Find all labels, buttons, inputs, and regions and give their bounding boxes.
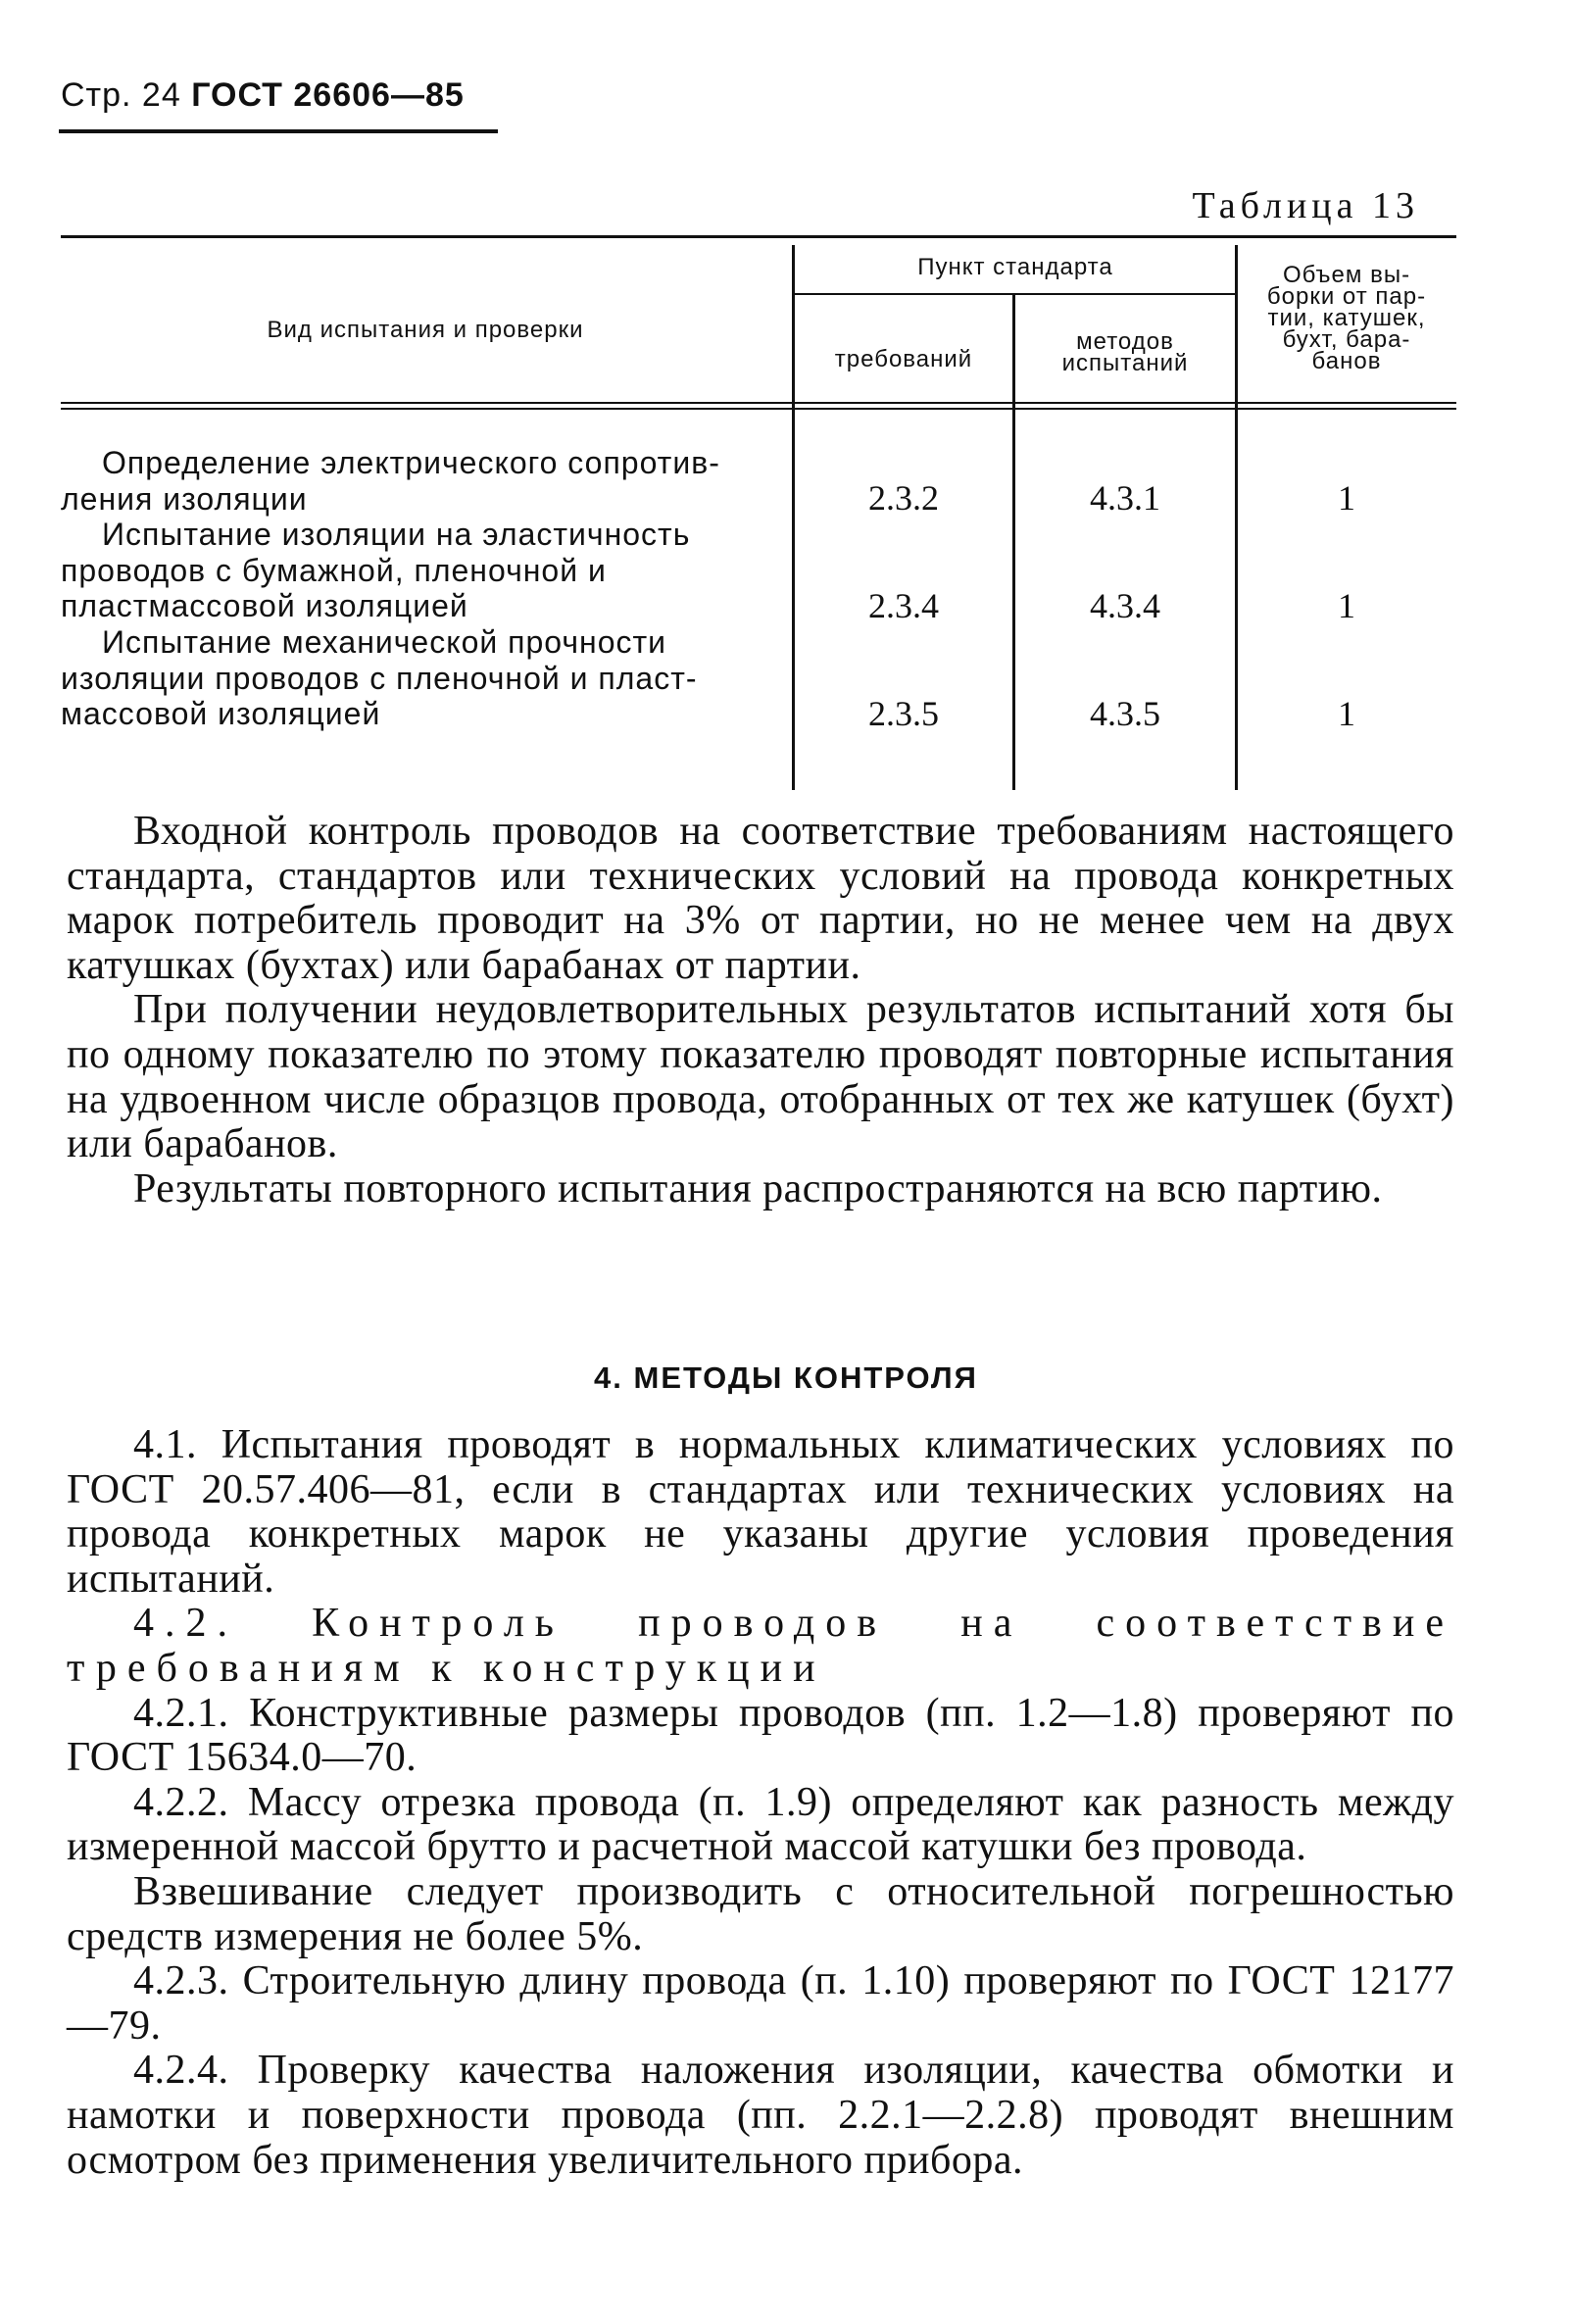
paragraph-weighing: Взвешивание следует производить с относительной погрешностью средств измерения не более 5%. — [67, 1868, 1454, 1959]
header-sample-line1: Объем вы- — [1282, 262, 1411, 288]
clause-4-2-4: 4.2.4. Проверку качества наложения изоляции, качества обмотки и намотки и поверхности провода (пп. 2.2.1—2.2.8) проводят внешним осмотром без применения увеличительного прибора. — [67, 2048, 1454, 2183]
section-4-text — [67, 1423, 1454, 2183]
row-2-test-line2: проводов с бумажной, пленочной и — [61, 552, 607, 588]
row-3-test-line1: Испытание механической прочности — [102, 624, 667, 660]
header-test-type: Вид испытания и проверки — [267, 317, 584, 343]
clause-4-2: 4.2. Контроль проводов на соответствие требованиям к конструкции — [67, 1601, 1454, 1691]
header-methods-line2: испытаний — [1061, 350, 1189, 376]
header-sample-line3: тии, катушек, — [1267, 305, 1426, 331]
row-2-test-line3: пластмассовой изоляцией — [61, 588, 468, 623]
table-row-1-methods: 4.3.1 — [1090, 478, 1160, 518]
table-row-2-sample: 1 — [1338, 586, 1355, 625]
col-divider-1 — [792, 245, 795, 790]
paragraph-unsatisfactory-results: При получении неудовлетворительных результатов испытаний хотя бы по одному показателю по этому показателю проводят повторные испытания на удвоенном числе образцов провода, отобранных от тех же катушек (бухт) или барабанов. — [67, 987, 1454, 1167]
table-row-3-methods: 4.3.5 — [1090, 694, 1160, 733]
table-row-2-methods: 4.3.4 — [1090, 586, 1160, 625]
clause-4-2-2: 4.2.2. Массу отрезка провода (п. 1.9) определяют как разность между измеренной массой брутто и расчетной массой катушки без провода. — [67, 1779, 1454, 1870]
header-sample-line5: банов — [1311, 348, 1382, 374]
header-sample-line4: бухт, бара- — [1282, 326, 1411, 353]
header-requirements: требований — [834, 346, 973, 372]
clause-4-2-1: 4.2.1. Конструктивные размеры проводов (пп. 1.2—1.8) проверяют по ГОСТ 15634.0—70. — [67, 1690, 1454, 1781]
body-text — [67, 810, 1454, 1211]
header-standard-clause: Пункт стандарта — [917, 254, 1113, 280]
table-row-3-sample: 1 — [1338, 694, 1355, 733]
page-number: Стр. 24 — [61, 76, 181, 114]
table-row-2-requirements: 2.3.4 — [868, 586, 939, 625]
table-row-2-test — [61, 517, 761, 624]
row-3-test-line3: массовой изоляцией — [61, 696, 381, 731]
row-2-test-line1: Испытание изоляции на эластичность — [102, 517, 691, 552]
clause-4-1: 4.1. Испытания проводят в нормальных климатических условиях по ГОСТ 20.57.406—81, если в стандартах или технических условиях на провода конкретных марок не указаны другие условия проведения испытаний. — [67, 1422, 1454, 1602]
clause-4-2-3: 4.2.3. Строительную длину провода (п. 1.10) проверяют по ГОСТ 12177—79. — [67, 1958, 1454, 2049]
standard-number: ГОСТ 26606—85 — [191, 76, 465, 114]
table-row-1-test — [61, 445, 761, 517]
table-row-3-requirements: 2.3.5 — [868, 694, 939, 733]
header-sample-volume — [1237, 262, 1456, 374]
row-3-test-line2: изоляции проводов с пленочной и пласт- — [61, 660, 698, 696]
header-rule — [59, 129, 498, 133]
section-title: 4. МЕТОДЫ КОНТРОЛЯ — [594, 1360, 978, 1395]
table-row-1-sample: 1 — [1338, 478, 1355, 518]
table-row-3-test — [61, 624, 761, 732]
table-row-1-requirements: 2.3.2 — [868, 478, 939, 518]
paragraph-incoming-control: Входной контроль проводов на соответствие требованиям настоящего стандарта, стандартов или технических условий на провода конкретных марок потребитель проводит на 3% от партии, но не менее чем на двух катушках (бухтах) или барабанах от партии. — [67, 809, 1454, 988]
running-head — [61, 76, 465, 115]
row-1-test-line1: Определение электрического сопротив- — [102, 445, 720, 480]
header-methods — [1015, 328, 1235, 376]
header-bottom-rule — [61, 402, 1456, 404]
row-1-test-line2: ления изоляции — [61, 480, 308, 517]
header-methods-line1: методов — [1076, 328, 1174, 355]
table-top-rule — [61, 235, 1456, 238]
table-label: Таблица 13 — [1192, 185, 1419, 226]
paragraph-repeat-tests: Результаты повторного испытания распространяются на всю партию. — [133, 1165, 1383, 1211]
header-bottom-rule-2 — [61, 408, 1456, 410]
header-sample-line2: борки от пар- — [1266, 283, 1427, 310]
